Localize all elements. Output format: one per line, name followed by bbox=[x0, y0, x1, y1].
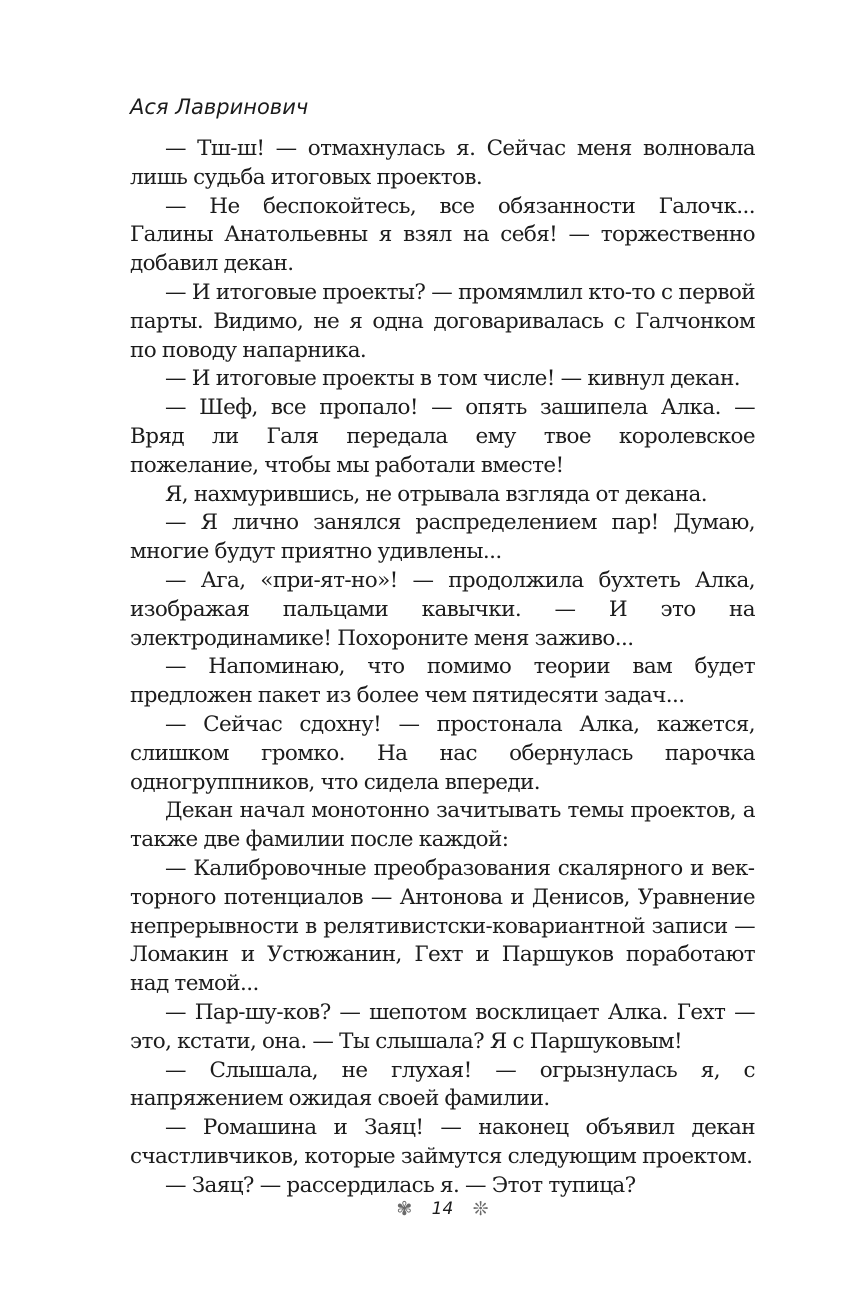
page-number: 14 bbox=[431, 1199, 454, 1219]
body-text bbox=[130, 135, 755, 1200]
paragraph: — Тш-ш! — отмахнулась я. Сейчас меня волновала лишь судьба итоговых проектов. bbox=[130, 136, 755, 190]
book-page bbox=[130, 0, 755, 1312]
paragraph: — Не беспокойтесь, все обязанности Галочк... Галины Анатольевны я взял на себя! — торжественно добавил декан. bbox=[130, 193, 755, 277]
paragraph: — Слышала, не глухая! — огрызнулась я, с напряжением ожидая своей фамилии. bbox=[130, 1057, 755, 1112]
paragraph: — Ага, «при-ят-но»! — продолжила бухтеть Алка, изображая пальцами кавычки. — И это на электродинамике! Похороните меня заживо... bbox=[130, 567, 755, 651]
paragraph: — Пар-шу-ков? — шепотом восклицает Алка. Гехт — это, кстати, она. — Ты слышала? Я с Паршуковым! bbox=[130, 999, 755, 1054]
paragraph: — Сейчас сдохну! — простонала Алка, кажется, слишком громко. На нас обернулась парочка одногруппников, что сидела впереди. bbox=[130, 711, 755, 795]
paragraph: Я, нахмурившись, не отрывала взгляда от декана. bbox=[165, 481, 707, 507]
paragraph: — И итоговые проекты в том числе! — кивнул декан. bbox=[165, 366, 740, 392]
paragraph: — И итоговые проекты? — промямлил кто-то с первой парты. Видимо, не я одна договаривалась с Галчонком по поводу напарника. bbox=[130, 279, 755, 363]
paragraph: — Я лично занялся распределением пар! Думаю, многие будут приятно удивлены... bbox=[130, 510, 755, 565]
paragraph: — Напоминаю, что помимо теории вам будет предложен пакет из более чем пятидесяти задач... bbox=[130, 654, 755, 709]
paragraph: — Калибровочные преобразования скалярного и векторного потенциалов — Антонова и Денисов, Уравнение непрерывности в релятивистски-ковариантной записи — Ломакин и Устюжанин, Гехт и Паршуков поработают над темой... bbox=[130, 855, 755, 997]
asterisk-ornament-icon: ❊ bbox=[472, 1198, 489, 1220]
flower-ornament-icon: ✾ bbox=[396, 1198, 413, 1220]
paragraph: — Ромашина и Заяц! — наконец объявил декан счастливчиков, которые займутся следующим проектом. bbox=[130, 1115, 755, 1169]
paragraph: — Заяц? — рассердилась я. — Этот тупица? bbox=[165, 1172, 636, 1198]
page-footer bbox=[130, 1197, 755, 1221]
paragraph: Декан начал монотонно зачитывать темы проектов, а также две фамилии после каждой: bbox=[130, 798, 755, 853]
paragraph: — Шеф, все пропало! — опять зашипела Алка. — Вряд ли Галя передала ему твое королевское пожелание, чтобы мы работали вместе! bbox=[130, 395, 755, 478]
running-head-author: Ася Лавринович bbox=[130, 95, 309, 119]
